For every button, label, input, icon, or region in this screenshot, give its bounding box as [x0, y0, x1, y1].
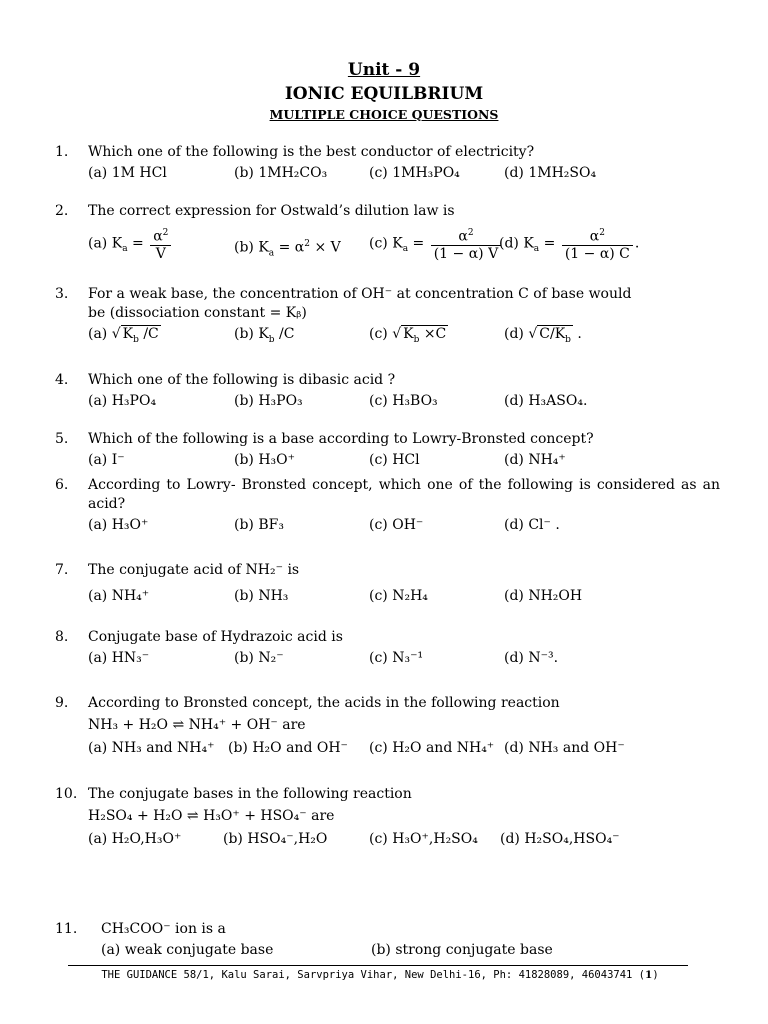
option-a: (a) √ $K_b$ /C	[88, 326, 159, 345]
question-number: 7.	[55, 562, 69, 578]
question-number: 11.	[55, 921, 78, 937]
option-b: (b) $K_b$ /C	[234, 326, 295, 345]
option-b: (b) NH₃	[234, 588, 289, 604]
option-d: (d) $K_a$ = $\frac{\alpha^2}{(1 - \alpha) C}$ .	[499, 225, 639, 262]
options	[88, 585, 720, 607]
option-d: (d) √ $C/K_b$ .	[504, 326, 582, 345]
question-11	[55, 920, 720, 961]
option-c: (c) H₃BO₃	[369, 393, 438, 409]
question-8	[55, 628, 720, 669]
option-a: (a) H₃O⁺	[88, 517, 149, 533]
option-c: (c) HCl	[369, 452, 420, 468]
question-text: Which one of the following is dibasic acid ?	[88, 372, 396, 388]
footer	[60, 969, 700, 981]
options	[101, 939, 720, 961]
reaction-equation: H₂SO₄ + H₂O ⇌ H₃O⁺ + HSO₄⁻ are	[88, 808, 335, 824]
option-b: (b) H₃O⁺	[234, 452, 296, 468]
option-a: (a) I⁻	[88, 452, 125, 468]
question-number: 3.	[55, 286, 69, 302]
option-c: (c) √ $K_b \times C$	[369, 326, 447, 345]
question-number: 6.	[55, 477, 69, 493]
question-2	[55, 202, 720, 265]
question-number: 10.	[55, 786, 78, 802]
option-d: (d) H₃ASO₄.	[504, 393, 588, 409]
question-text: Which one of the following is the best conductor of electricity?	[88, 144, 535, 160]
option-c: (c) N₃⁻¹	[369, 650, 424, 666]
option-b: (b) strong conjugate base	[371, 942, 553, 958]
options	[88, 737, 720, 759]
question-text: For a weak base, the concentration of OH⁻ at concentration C of base would	[88, 286, 632, 302]
option-d: (d) Cl⁻ .	[504, 517, 560, 533]
option-b: (b) H₂O and OH⁻	[228, 740, 348, 756]
question-10	[55, 785, 720, 850]
question-text-continued: be (dissociation constant = Kᵦ)	[88, 305, 307, 321]
question-4	[55, 371, 720, 412]
unit-heading: Unit - 9	[347, 60, 421, 80]
options	[88, 647, 720, 669]
option-d: (d) NH₄⁺	[504, 452, 566, 468]
option-d: (d) N⁻³.	[504, 650, 559, 666]
question-text: According to Bronsted concept, the acids in the following reaction	[88, 695, 560, 711]
question-number: 1.	[55, 144, 69, 160]
question-text: The conjugate bases in the following reaction	[88, 786, 412, 802]
option-b: (b) BF₃	[234, 517, 284, 533]
option-a: (a) NH₃ and NH₄⁺	[88, 740, 215, 756]
options	[88, 162, 720, 184]
option-c: (c) N₂H₄	[369, 588, 428, 604]
question-3	[55, 285, 720, 345]
option-c: (c) H₃O⁺,H₂SO₄	[369, 831, 478, 847]
question-number: 8.	[55, 629, 69, 645]
option-d: (d) NH₃ and OH⁻	[504, 740, 625, 756]
question-5	[55, 430, 720, 471]
question-text: The conjugate acid of NH₂⁻ is	[88, 562, 300, 578]
question-number: 4.	[55, 372, 69, 388]
question-number: 5.	[55, 431, 69, 447]
reaction-equation: NH₃ + H₂O ⇌ NH₄⁺ + OH⁻ are	[88, 717, 306, 733]
question-text: The correct expression for Ostwald’s dilution law is	[88, 203, 455, 219]
question-6	[55, 476, 720, 536]
option-d: (d) H₂SO₄,HSO₄⁻	[500, 831, 620, 847]
option-a: (a) H₃PO₄	[88, 393, 157, 409]
option-c: (c) H₂O and NH₄⁺	[369, 740, 495, 756]
question-number: 2.	[55, 203, 69, 219]
question-1	[55, 143, 720, 184]
question-text: According to Lowry- Bronsted concept, which one of the following is considered as an acid?	[88, 477, 720, 512]
option-c: (c) OH⁻	[369, 517, 424, 533]
options	[88, 828, 720, 850]
page-number: 1	[645, 969, 653, 981]
option-a: (a) NH₄⁺	[88, 588, 150, 604]
question-text: CH₃COO⁻ ion is a	[101, 921, 226, 937]
option-a: (a) weak conjugate base	[101, 942, 274, 958]
question-text: Conjugate base of Hydrazoic acid is	[88, 629, 343, 645]
footer-address: THE GUIDANCE 58/1, Kalu Sarai, Sarvpriya Vihar, New Delhi-16, Ph: 41828089, 46043741 (	[101, 969, 645, 981]
option-d: (d) 1MH₂SO₄	[504, 165, 597, 181]
options	[88, 514, 720, 536]
option-a: (a) $K_a$ = $\frac{\alpha^2}{V}$	[88, 225, 173, 262]
option-d: (d) NH₂OH	[504, 588, 583, 604]
footer-divider	[68, 965, 688, 966]
option-b: (b) HSO₄⁻,H₂O	[223, 831, 328, 847]
section-subtitle: MULTIPLE CHOICE QUESTIONS	[269, 107, 499, 122]
option-a: (a) HN₃⁻	[88, 650, 150, 666]
option-a: (a) 1M HCl	[88, 165, 167, 181]
option-b: (b) 1MH₂CO₃	[234, 165, 328, 181]
options	[88, 221, 720, 265]
option-b: (b) H₃PO₃	[234, 393, 303, 409]
options	[88, 390, 720, 412]
question-7	[55, 561, 720, 607]
option-b: (b) $K_a = \alpha^2 \times V$	[234, 239, 341, 259]
option-b: (b) N₂⁻	[234, 650, 284, 666]
footer-close: )	[652, 969, 659, 981]
options	[88, 323, 720, 345]
question-number: 9.	[55, 695, 69, 711]
page-title: IONIC EQUILBRIUM	[284, 84, 484, 104]
question-text: Which of the following is a base according to Lowry-Bronsted concept?	[88, 431, 594, 447]
options	[88, 449, 720, 471]
option-c: (c) $K_a$ = $\frac{\alpha^2}{(1 - \alpha) V}$	[369, 225, 503, 262]
option-a: (a) H₂O,H₃O⁺	[88, 831, 182, 847]
question-9	[55, 694, 720, 759]
option-c: (c) 1MH₃PO₄	[369, 165, 460, 181]
